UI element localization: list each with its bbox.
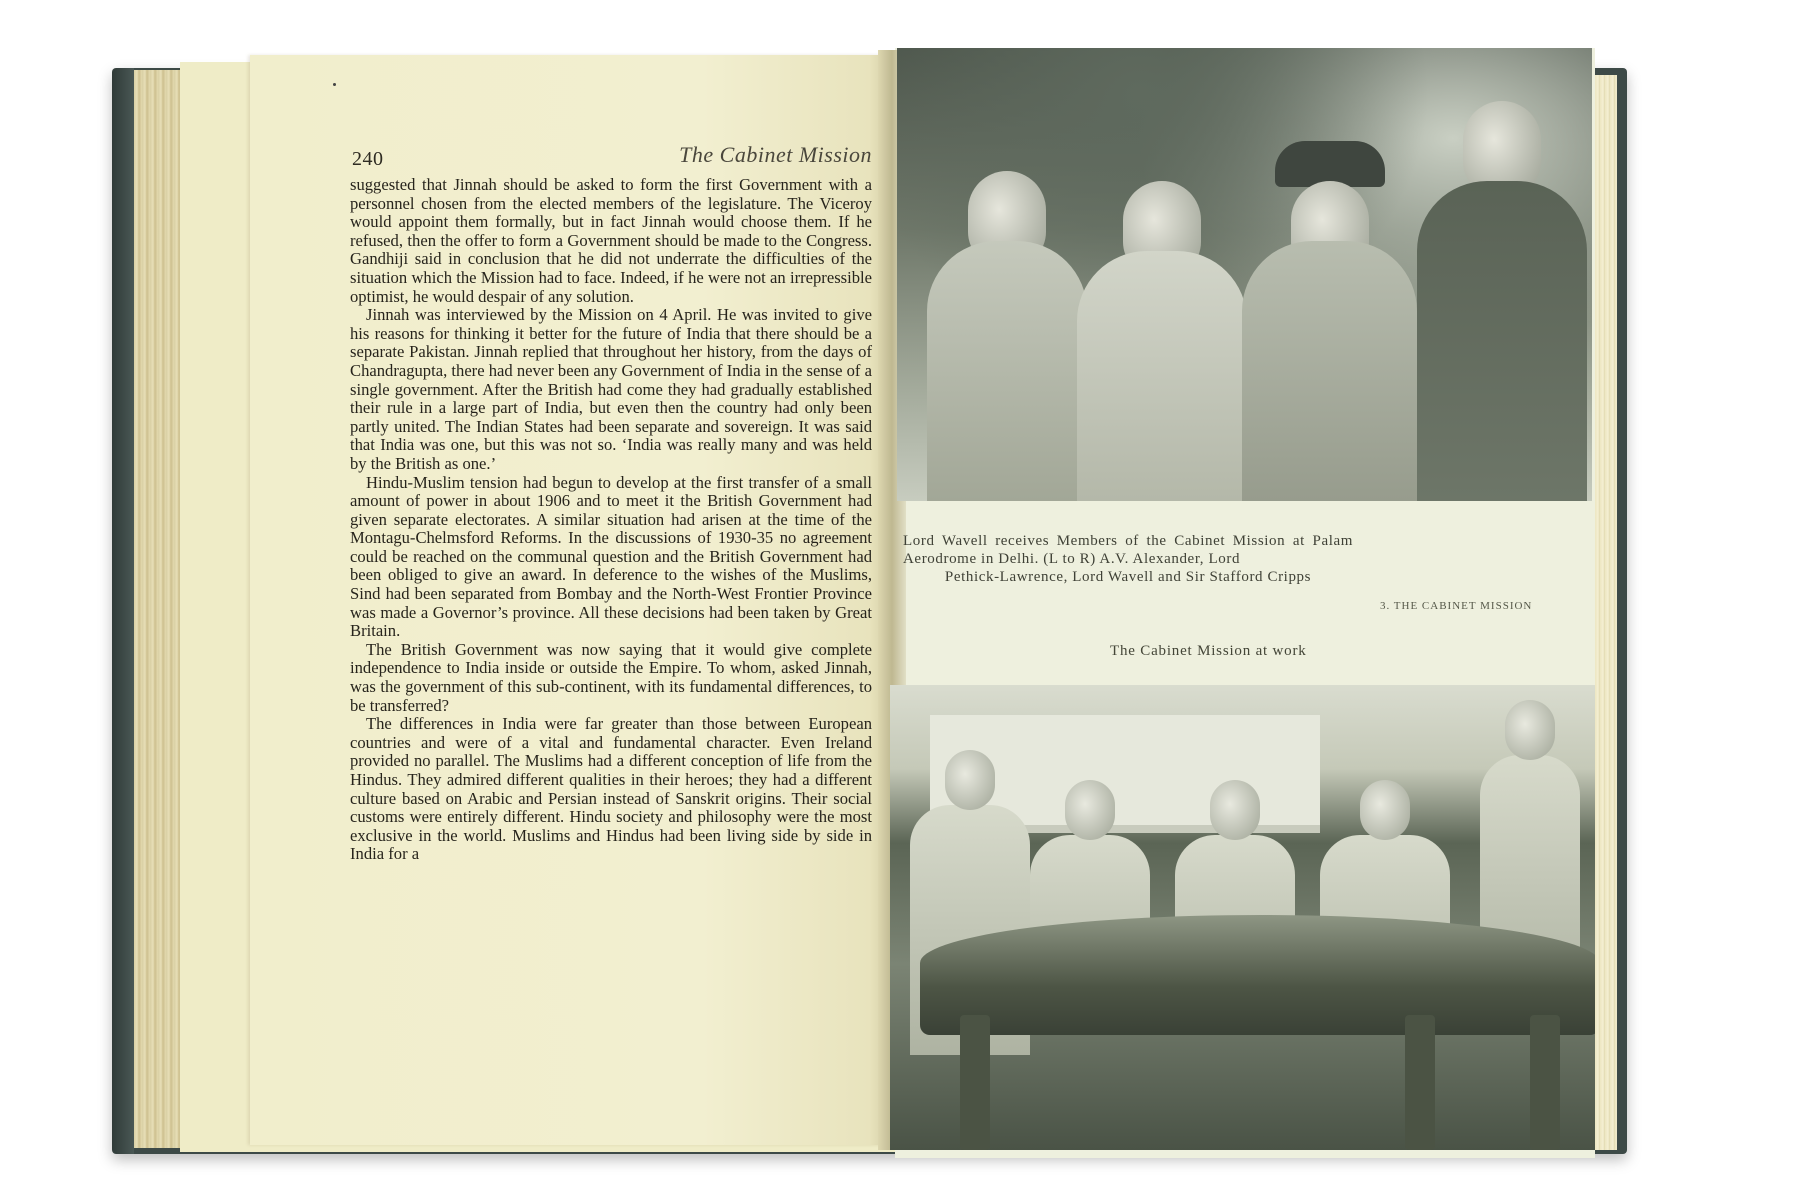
running-head: The Cabinet Mission xyxy=(679,142,872,167)
figure-cripps xyxy=(1417,101,1587,501)
photo-cabinet-mission-arrival xyxy=(897,48,1592,501)
figure-pethick-lawrence xyxy=(1077,181,1247,501)
caption-line: Palam Aerodrome in Delhi. (L to R) A.V. Alexander, Lord xyxy=(903,533,1353,567)
paragraph: Jinnah was interviewed by the Mission on 4 April. He was invited to give his reasons for thinking it better for the future of India that there should be a separate Pakistan. Jinnah replied that throughout her history, from the days of Chandragupta, there had never been any Government of India in the sense of a single government. After the British had come they had gradually established their rule in a large part of India, but even then the country had only been partly united. The Indian States had been separate and sovereign. It was said that India was one, but this was not so. ‘India was really many and was held by the British as one.’ xyxy=(350,305,872,473)
right-page-stack xyxy=(1595,75,1617,1150)
figure-alexander xyxy=(927,171,1087,501)
page-header xyxy=(352,142,872,174)
conference-table xyxy=(920,915,1595,1035)
page-speck xyxy=(333,83,336,86)
photo-cabinet-mission-at-work xyxy=(890,685,1595,1150)
paragraph: The British Government was now saying that it would give complete independence to India inside or outside the Empire. To whom, asked Jinnah, was the government of this sub-continent, with its fundamental differences, to be transferred? xyxy=(350,639,872,715)
caption-line: Pethick-Lawrence, Lord Wavell and Sir Stafford Cripps xyxy=(944,569,1312,585)
figure-wavell xyxy=(1242,141,1417,501)
page-number: 240 xyxy=(352,148,384,170)
paragraph: suggested that Jinnah should be asked to form the first Government with a personnel chosen from the elected members of the legislature. The Viceroy would appoint them formally, but in fact Jinnah would choose them. If he refused, then the offer to form a Government should be made to the Congress. Gandhiji said in conclusion that he did not underrate the difficulties of the situation which the Mission had to face. Indeed, if he were not an irrepressible optimist, he would despair of any solution. xyxy=(350,175,872,306)
book-spine-edge xyxy=(112,68,134,1154)
body-text xyxy=(350,176,872,864)
plate-title: The Cabinet Mission at work xyxy=(1110,643,1307,659)
plate-label: 3. THE CABINET MISSION xyxy=(1380,600,1533,612)
paragraph: The differences in India were far greater than those between European countries and were of a vital and fundamental character. Even Ireland provided no parallel. The Muslims had a different conception of life from the Hindus. They admired different qualities in their heroes; they had a different culture based on Arabic and Persian instead of Sanskrit origins. Their social customs were entirely different. Hindu society and philosophy were the most exclusive in the world. Muslims and Hindus had been living side by side in India for a xyxy=(350,714,872,864)
paragraph: Hindu-Muslim tension had begun to develop at the first transfer of a small amount of power in about 1906 and to meet it the British Government had given separate electorates. A similar situation had arisen at the time of the Montagu-Chelmsford Reforms. In the discussions of 1930-35 no agreement could be reached on the communal question and the British Government had been obliged to give an award. In deference to the wishes of the Muslims, Sind had been separated from Bombay and the North-West Frontier Province was made a Governor’s province. All these decisions had been taken by Great Britain. xyxy=(350,472,872,641)
photo-caption xyxy=(903,532,1353,586)
caption-line: Lord Wavell receives Members of the Cabinet Mission at xyxy=(903,533,1305,549)
